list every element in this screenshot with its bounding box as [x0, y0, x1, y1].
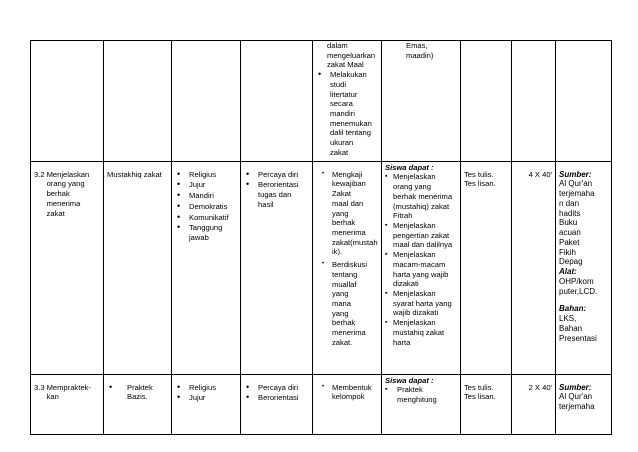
cell-assessment — [461, 374, 512, 434]
table-row-3-3 — [31, 374, 612, 434]
tools-heading: Alat: — [559, 267, 577, 277]
values-list — [175, 383, 237, 403]
source-line: Al Qur'an — [559, 179, 593, 189]
material-text: Mustakhiq zakat — [107, 169, 162, 179]
indicator-item: ▪ Menjelaskan macam-macam harta yang wajib dizakati — [385, 250, 457, 289]
cell-time — [512, 41, 556, 162]
source-line: hadits — [559, 208, 581, 218]
source-line: Paket — [559, 237, 580, 247]
indicator-item: ▪ Menjelaskan orang yang berhak menerima (mustahiq) zakat Fitrah — [385, 172, 457, 221]
values-list — [175, 170, 237, 243]
syllabus-table — [30, 40, 612, 435]
assessment-item: Tes tulis. — [464, 169, 494, 179]
material-list — [107, 383, 168, 402]
indicator-item: ▪ Praktek menghitung — [385, 385, 457, 404]
time-allocation: 4 X 40' — [528, 169, 552, 179]
tools-line: puter,LCD. — [559, 286, 598, 296]
activity-continued-text: dalam mengeluarkan zakat Maal — [327, 41, 376, 70]
cell-assessment — [461, 161, 512, 374]
table-row-continued — [31, 41, 612, 162]
tools-line: OHP/kom — [559, 276, 594, 286]
materials-line: Presentasi — [559, 333, 597, 343]
indicator-list — [385, 385, 457, 404]
cell-activities — [313, 41, 382, 162]
indicator-list — [385, 172, 457, 347]
cell-values — [172, 161, 241, 374]
indicator-continued-text: Emas, maadin) — [406, 41, 434, 60]
character-item: • Berorientasi tugas dan hasil — [244, 180, 309, 209]
indicator-item: ▪ Menjelaskan pengertian zakat maal dan dalilnya — [385, 221, 457, 250]
assessment-item: Tes tulis. — [464, 382, 494, 392]
activity-item: • Mengkaji kewajiban Zakat maal dan yang berhak menerima zakat(mustah ik). — [316, 170, 378, 257]
cell-material — [104, 41, 172, 162]
value-item: • Komunikatif — [175, 213, 237, 223]
source-line: Depag — [559, 257, 583, 267]
value-item: • Jujur — [175, 393, 237, 403]
kd-text: Menjelaskan orang yang berhak menerima zakat — [46, 169, 90, 218]
value-item: • Religius — [175, 170, 237, 180]
value-item: • Mandiri — [175, 191, 237, 201]
value-item: • Demokratis — [175, 202, 237, 212]
materials-line: Bahan — [559, 323, 583, 333]
table-row-3-2 — [31, 161, 612, 374]
materials-heading: Bahan: — [559, 304, 587, 314]
cell-character — [241, 41, 313, 162]
cell-indicators — [382, 161, 461, 374]
cell-kd — [31, 41, 104, 162]
time-allocation: 2 X 40' — [528, 382, 552, 392]
cell-time — [512, 374, 556, 434]
source-line: Al Qur'an — [559, 392, 593, 402]
activity-list — [316, 170, 378, 348]
value-item: • Tanggung jawab — [175, 223, 237, 242]
assessment-item: Tes lisan. — [464, 179, 496, 189]
cell-indicators — [382, 41, 461, 162]
assessment-item: Tes lisan. — [464, 392, 496, 402]
activity-list — [316, 70, 378, 157]
source-line: terjemaha — [559, 189, 595, 199]
cell-activities — [313, 374, 382, 434]
cell-indicators — [382, 374, 461, 434]
kd-number: 3.3 — [34, 382, 45, 392]
kd-number: 3.2 — [34, 169, 45, 179]
cell-values — [172, 374, 241, 434]
indicator-heading: Siswa dapat : — [385, 375, 434, 385]
source-line: Buku — [559, 218, 578, 228]
indicator-item: ▪ Menjelaskan syarat harta yang wajib dizakati — [385, 289, 457, 318]
materials-line: LKS, — [559, 314, 577, 324]
cell-kd — [31, 374, 104, 434]
activity-list — [316, 383, 378, 402]
cell-material — [104, 161, 172, 374]
source-heading: Sumber: — [559, 382, 592, 392]
character-item: • Percaya diri — [244, 170, 309, 180]
source-line: acuan — [559, 228, 581, 238]
value-item: • Jujur — [175, 180, 237, 190]
source-line: terjemaha — [559, 402, 595, 412]
cell-activities — [313, 161, 382, 374]
value-item: • Religius — [175, 383, 237, 393]
cell-time — [512, 161, 556, 374]
character-item: • Berorientasi — [244, 393, 309, 403]
source-line: n dan — [559, 198, 580, 208]
material-item: • Praktek Bazis. — [107, 383, 168, 402]
activity-item: • Membentuk kelompok — [316, 383, 378, 402]
kd-text: Mempraktek- kan — [46, 382, 91, 402]
cell-character — [241, 161, 313, 374]
cell-character — [241, 374, 313, 434]
source-heading: Sumber: — [559, 169, 592, 179]
indicator-heading: Siswa dapat : — [385, 162, 434, 172]
cell-assessment — [461, 41, 512, 162]
indicator-item: ▪ Menjelaskan mustahiq zakat harta — [385, 318, 457, 347]
cell-source — [556, 41, 612, 162]
cell-values — [172, 41, 241, 162]
character-list — [244, 383, 309, 403]
activity-item: • Melakukan studi litertatur secara mandiri menemukan dalil tentang ukuran zakat — [316, 70, 378, 157]
character-item: • Percaya diri — [244, 383, 309, 393]
cell-source — [556, 161, 612, 374]
cell-source — [556, 374, 612, 434]
cell-material — [104, 374, 172, 434]
activity-item: • Berdiskusi tentang muallaf yang mana yang berhak menerima zakat. — [316, 260, 378, 347]
cell-kd — [31, 161, 104, 374]
source-line: Fikih — [559, 247, 576, 257]
character-list — [244, 170, 309, 210]
